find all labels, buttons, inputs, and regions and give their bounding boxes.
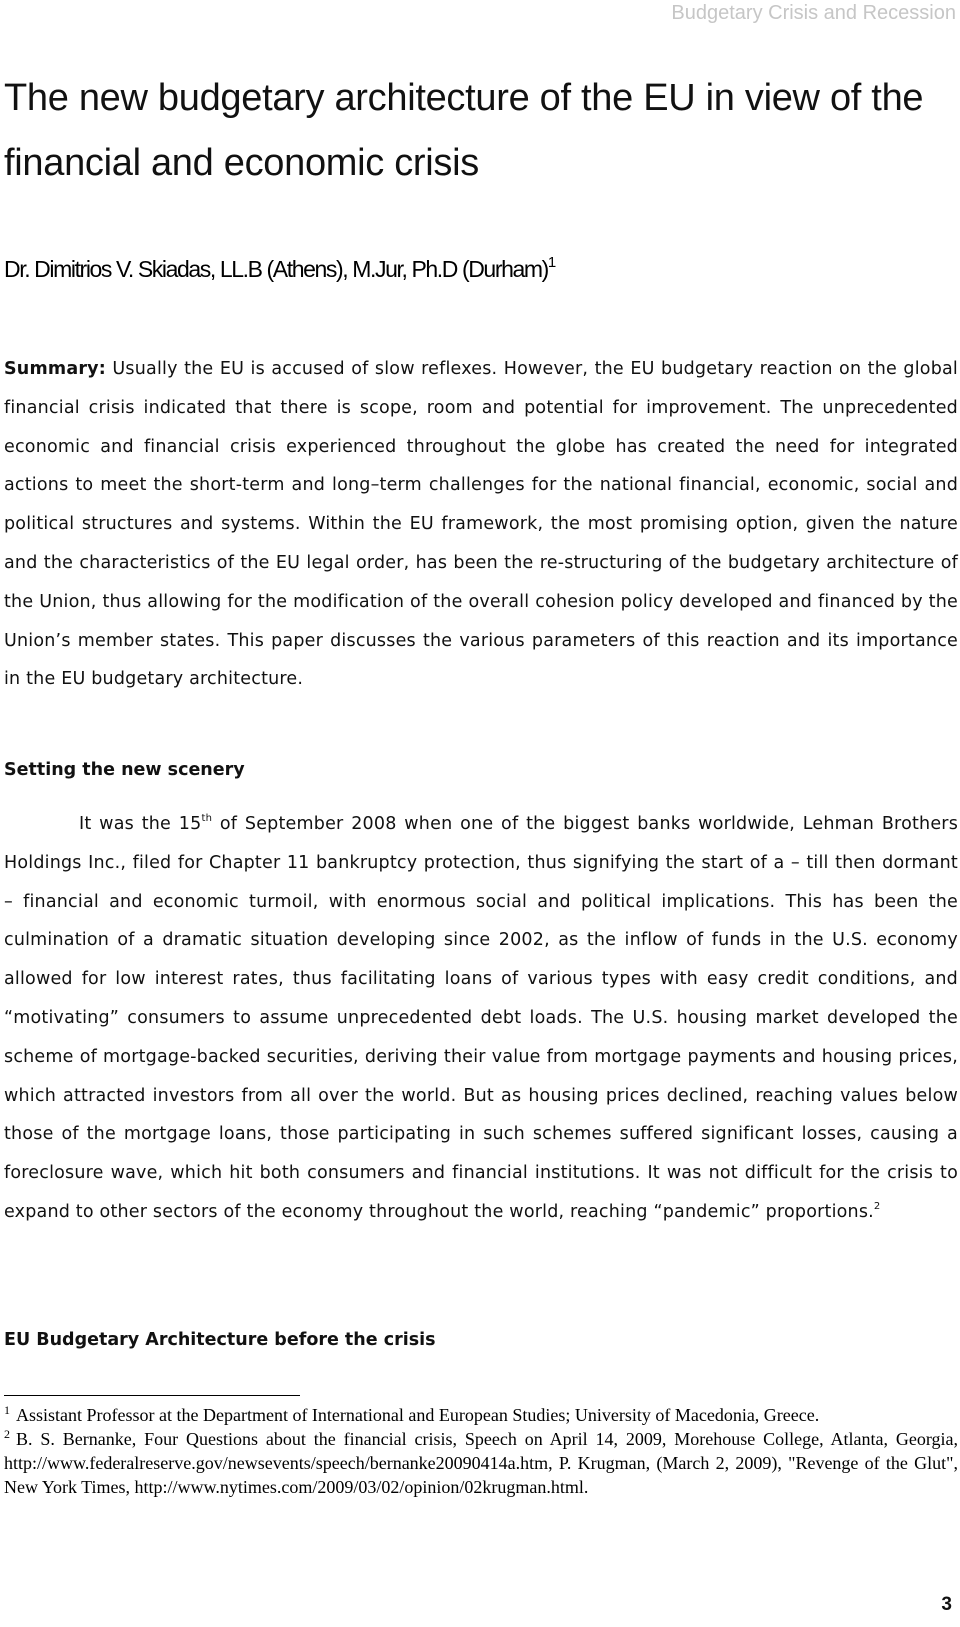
page-number: 3 <box>941 1594 952 1615</box>
footnotes <box>4 1403 958 1499</box>
author-line <box>4 256 556 283</box>
footnote-2-mark: 2 <box>4 1427 10 1441</box>
summary-text: Usually the EU is accused of slow reflexes. However, the EU budgetary reaction on the global financial crisis indicated that there is scope, room and potential for improvement. The unprecedented economic and financial crisis experienced throughout the globe has created the need for integrated actions to meet the short-term and long–term challenges for the national financial, economic, social and political structures and systems. Within the EU framework, the most promising option, given the nature and the characteristics of the EU legal order, has been the re-structuring of the budgetary architecture of the Union, thus allowing for the modification of the overall cohesion policy developed and financed by the Union’s member states. This paper discusses the various parameters of this reaction and its importance in the EU budgetary architecture. <box>4 359 958 690</box>
ordinal-suffix: th <box>201 813 213 824</box>
author-name: Dr. Dimitrios V. Skiadas, LL.B (Athens), M.Jur, Ph.D (Durham) <box>4 256 548 282</box>
paper-title: The new budgetary architecture of the EU in view of the financial and economic crisis <box>4 77 924 184</box>
footnote-1-text: Assistant Professor at the Department of International and European Studies; University of Macedonia, Greece. <box>16 1405 820 1425</box>
running-header: Budgetary Crisis and Recession <box>671 2 956 24</box>
footnote-mark-2: 2 <box>873 1200 881 1212</box>
section-heading-setting-scenery: Setting the new scenery <box>4 760 245 780</box>
summary-paragraph <box>4 350 958 699</box>
paragraph-text-start: It was the 15 <box>79 814 202 834</box>
summary-label: Summary: <box>4 359 106 379</box>
author-footnote-mark: 1 <box>547 254 557 271</box>
footnote-1-mark: 1 <box>4 1403 10 1417</box>
section-heading-eu-budgetary-architecture: EU Budgetary Architecture before the crisis <box>4 1330 436 1350</box>
footnote-1 <box>4 1403 958 1427</box>
paragraph-text-rest: of September 2008 when one of the biggest banks worldwide, Lehman Brothers Holdings Inc., filed for Chapter 11 bankruptcy protection, thus signifying the start of a – till then dormant – financial and economic turmoil, with enormous social and political implications. This has been the culmination of a dramatic situation developing since 2002, as the inflow of funds in the U.S. economy allowed for low interest rates, thus facilitating loans of various types with easy credit conditions, and “motivating” consumers to assume unprecedented debt loads. The U.S. housing market developed the scheme of mortgage-backed securities, deriving their value from mortgage payments and housing prices, which attracted investors from all over the world. But as housing prices declined, reaching values below those of the mortgage loans, those participating in such schemes suffered significant losses, causing a foreclosure wave, which hit both consumers and financial institutions. It was not difficult for the crisis to expand to other sectors of the economy throughout the world, reaching “pandemic” proportions. <box>4 814 959 1222</box>
section-1-paragraph <box>4 805 958 1232</box>
footnote-divider <box>4 1395 300 1396</box>
footnote-2 <box>4 1427 958 1499</box>
footnote-2-text: B. S. Bernanke, Four Questions about the financial crisis, Speech on April 14, 2009, Morehouse College, Atlanta, Georgia, http://www.federalreserve.gov/newsevents/speech/bernanke20090414a.htm, P. Krugman, (March 2, 2009), "Revenge of the Glut", New York Times, http://www.nytimes.com/2009/03/02/opinion/02krugman.html. <box>4 1429 958 1497</box>
